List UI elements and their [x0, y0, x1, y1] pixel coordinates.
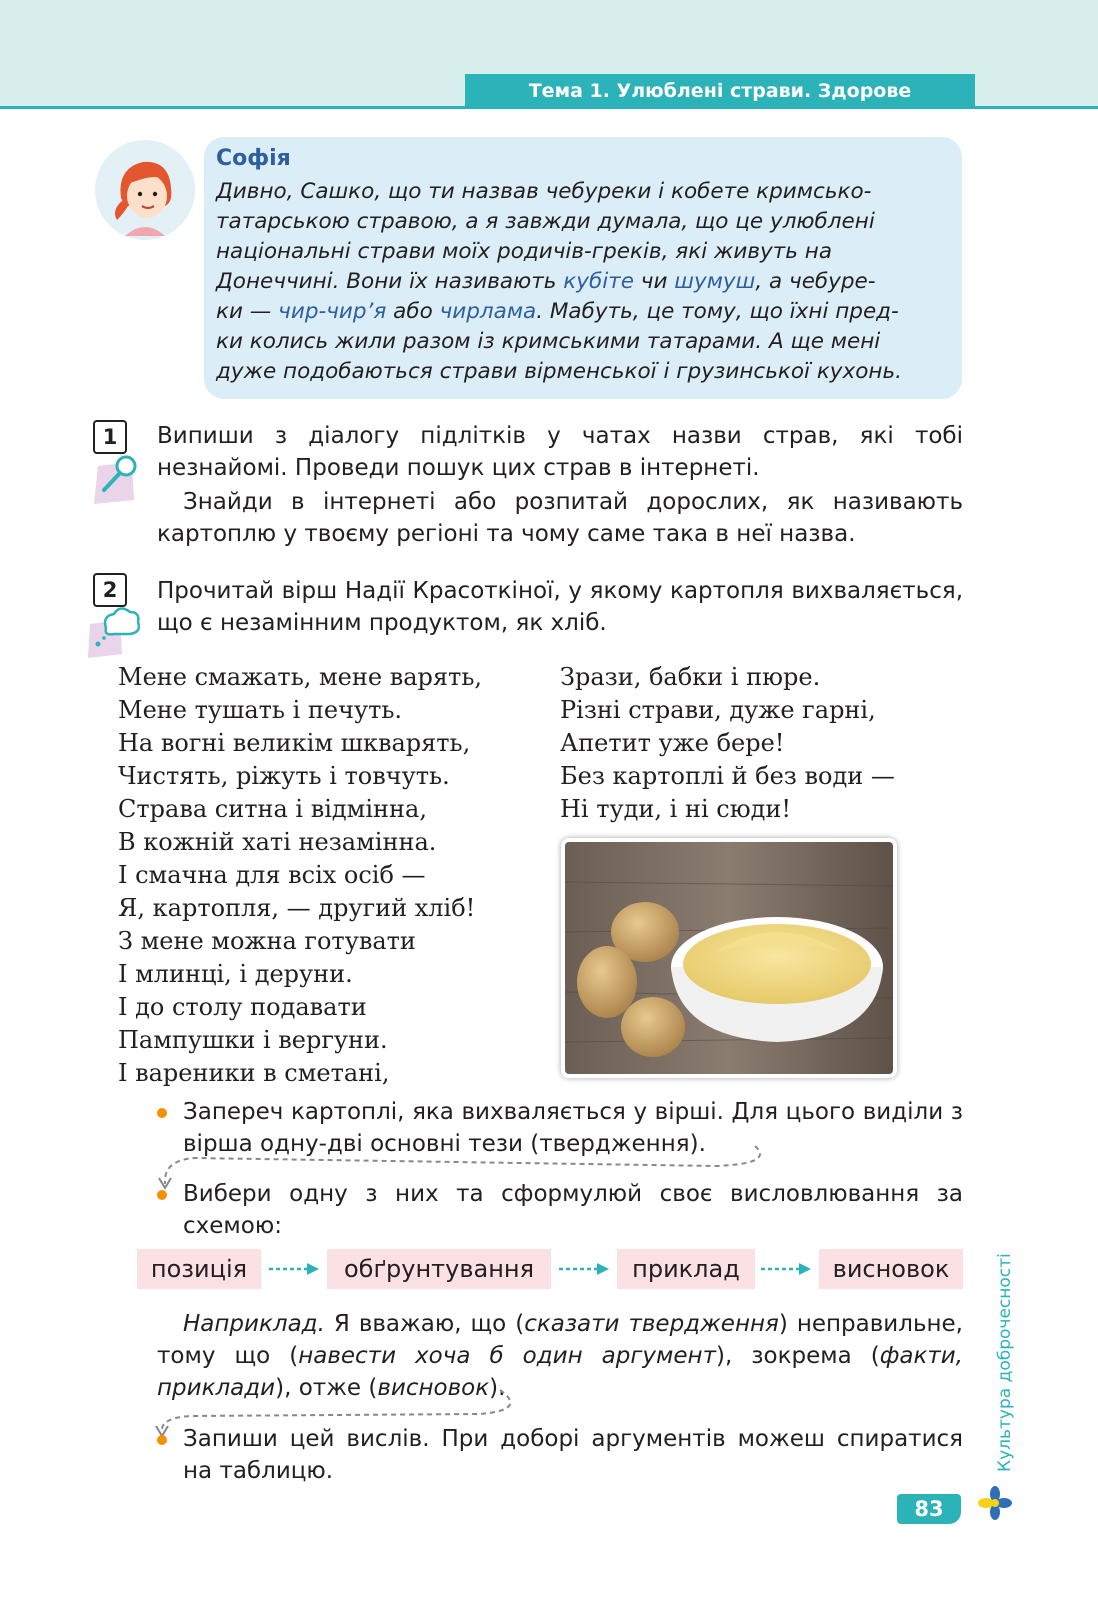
arrow-right-icon: [269, 1261, 321, 1277]
dialogue-line: [216, 237, 952, 267]
task-2-intro: Прочитай вірш Надії Красоткіної, у якому картопля вихваляється, що є незамінним продуктом, як хліб.: [157, 578, 963, 636]
bullet-item-2: [157, 1178, 963, 1242]
scheme-step-conclusion: висновок: [819, 1249, 963, 1289]
poem-line: На вогні великім шкварять,: [118, 729, 471, 757]
arrow-right-icon: [761, 1261, 813, 1277]
example-part: ), отже (: [275, 1375, 378, 1401]
dialogue-text-part: , а чебуре-: [755, 269, 876, 294]
bullet-dot: [157, 1435, 167, 1445]
bullet-dot: [157, 1190, 167, 1200]
dialogue-line: [216, 297, 952, 327]
dialogue-text-part: національні страви моїх родичів-греків, які живуть на: [216, 239, 832, 264]
bullet-3-text: Запиши цей вислів. При доборі аргументів можеш спиратися на таблицю.: [183, 1426, 963, 1484]
poem-line: Без картоплі й без води —: [560, 762, 895, 790]
dialogue-text: [216, 177, 952, 387]
poem-line: В кожній хаті незамінна.: [118, 828, 437, 856]
mashed-potato-photo: [561, 838, 897, 1078]
example-part: ).: [489, 1375, 506, 1401]
dish-term: шумуш: [674, 269, 756, 294]
dialogue-text-part: . Мабуть, це тому, що їхні пред-: [536, 299, 899, 324]
poem-left-column: [118, 661, 482, 1090]
flower-icon: [978, 1486, 1012, 1520]
chat-cloud-icon: [84, 604, 140, 660]
example-placeholder-argument: навести хоча б один аргумент: [298, 1343, 716, 1369]
bullet-dot: [157, 1108, 167, 1118]
scheme-step-example: приклад: [617, 1249, 755, 1289]
dialogue-text-part: дуже подобаються страви вірменської і грузинської кухонь.: [216, 359, 902, 384]
bullet-item-3: [157, 1423, 963, 1487]
task-number-1: 1: [93, 420, 127, 454]
poem-line: Чистять, ріжуть і товчуть.: [118, 762, 450, 790]
poem-line: І смачна для всіх осіб —: [118, 861, 426, 889]
poem-line: З мене можна готувати: [118, 927, 416, 955]
example-intro: Наприклад.: [183, 1311, 325, 1337]
poem-line: І млинці, і деруни.: [118, 960, 353, 988]
task-1-paragraph-1: Випиши з діалогу підлітків у чатах назви страв, які тобі незнайомі. Проведи пошук цих страв в інтернеті.: [157, 423, 963, 481]
dialogue-line: [216, 357, 952, 387]
poem-line: Зрази, бабки і пюре.: [560, 663, 821, 691]
speaker-name: Софія: [216, 146, 291, 171]
dialogue-line: [216, 327, 952, 357]
poem-line: Страва ситна і відмінна,: [118, 795, 427, 823]
dialogue-line: [216, 177, 952, 207]
example-part: ) неправильне, тому що (: [157, 1311, 963, 1369]
dialogue-text-part: Донеччині. Вони їх називають: [216, 269, 564, 294]
arrow-right-icon: [559, 1261, 611, 1277]
page-number: 83: [897, 1494, 961, 1524]
dialogue-text-part: Дивно, Сашко, що ти назвав чебуреки і кобете кримсько-: [216, 179, 872, 204]
dish-term: чир-чир’я: [278, 299, 387, 324]
topic-title: Тема 1. Улюблені страви. Здорове харчування: [465, 74, 975, 108]
bullet-1-text: Запереч картоплі, яка вихваляється у вірші. Для цього виділи з вірша одну-дві основні тези (твердження).: [183, 1099, 963, 1157]
poem-line: Мене смажать, мене варять,: [118, 663, 483, 691]
dialogue-text-part: татарською стравою, а я завжди думала, що це улюблені: [216, 209, 875, 234]
dialogue-text-part: ки колись жили разом із кримськими татарами. А ще мені: [216, 329, 881, 354]
poem-line: Мене тушать і печуть.: [118, 696, 403, 724]
bullet-2-text: Вибери одну з них та сформулюй своє висловлювання за схемою:: [183, 1181, 963, 1239]
example-placeholder-conclusion: висновок: [377, 1375, 490, 1401]
dialogue-line: [216, 207, 952, 237]
example-part: Я вважаю, що (: [324, 1311, 525, 1337]
task-1-text: [157, 420, 963, 550]
poem-line: Ні туди, і ні сюди!: [560, 795, 792, 823]
poem-line: Я, картопля, — другий хліб!: [118, 894, 476, 922]
dialogue-text-part: ки —: [216, 299, 279, 324]
dialogue-text-part: чи: [633, 269, 675, 294]
poem-line: Різні страви, дуже гарні,: [560, 696, 876, 724]
example-part: ), зокрема (: [715, 1343, 880, 1369]
argument-scheme: [137, 1249, 963, 1289]
poem-right-column: [560, 661, 895, 826]
search-icon: [90, 452, 146, 508]
dish-term: чирлама: [439, 299, 537, 324]
dialogue-line: [216, 267, 952, 297]
task-1-paragraph-2: Знайди в інтернеті або розпитай дорослих, як називають картоплю у твоєму регіоні та чому саме така в неї назва.: [157, 489, 963, 547]
poem-line: І до столу подавати: [118, 993, 367, 1021]
poem-line: І вареники в сметані,: [118, 1059, 390, 1087]
poem-line: Пампушки і вергуни.: [118, 1026, 388, 1054]
side-section-label: Культура доброчесності: [995, 1253, 1015, 1472]
example-placeholder-facts: факти, приклади: [157, 1343, 963, 1401]
dish-term: кубіте: [563, 269, 634, 294]
scheme-step-justification: обґрунтування: [327, 1249, 551, 1289]
scheme-step-position: позиція: [137, 1249, 261, 1289]
poem-line: Апетит уже бере!: [560, 729, 785, 757]
dialogue-text-part: або: [386, 299, 440, 324]
sofia-avatar: [95, 140, 195, 240]
task-number-2: 2: [93, 573, 127, 607]
example-placeholder-claim: сказати твердження: [524, 1311, 779, 1337]
